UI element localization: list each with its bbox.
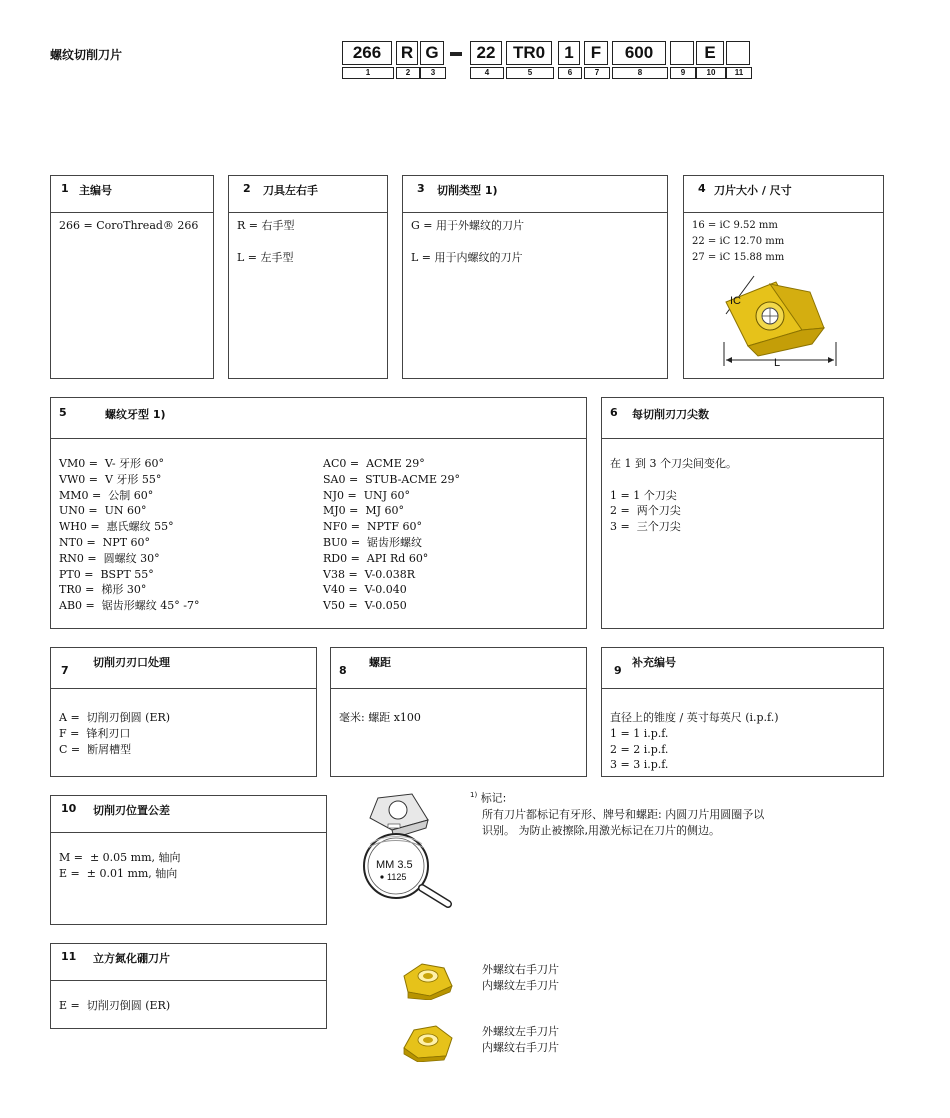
profile-item: NJ0 = UNJ 60° xyxy=(323,488,411,502)
line: M = ± 0.05 mm, 轴向 xyxy=(59,851,181,864)
code-position-number: 9 xyxy=(670,67,696,79)
section-title: 螺纹牙型 1) xyxy=(105,408,166,421)
line: 毫米: 螺距 x100 xyxy=(339,711,421,724)
section-body xyxy=(339,710,580,726)
code-position-number: 7 xyxy=(584,67,610,79)
section-title: 刀具左右手 xyxy=(263,184,318,197)
section-2-hand xyxy=(228,175,388,379)
line: L = 左手型 xyxy=(237,250,294,264)
insert-label-line: 内螺纹左手刀片 xyxy=(482,979,559,992)
section-1-main-number xyxy=(50,175,214,379)
section-number: 8 xyxy=(339,664,347,677)
profile-item: RD0 = API Rd 60° xyxy=(323,551,429,565)
insert-label-line: 外螺纹左手刀片 xyxy=(482,1025,559,1038)
insert-label-1 xyxy=(482,962,559,994)
code-position-number: 1 xyxy=(342,67,394,79)
section-body xyxy=(59,998,320,1014)
profile-item: V40 = V-0.040 xyxy=(323,583,407,597)
code-field-5: TR0 xyxy=(506,41,552,65)
section-number: 6 xyxy=(610,406,618,419)
line: R = 右手型 xyxy=(237,219,295,232)
insert-image-1 xyxy=(400,958,456,1000)
section-9-supplement xyxy=(601,647,884,777)
section-4-size xyxy=(683,175,884,379)
section-10-tolerance xyxy=(50,795,327,925)
code-position-number: 6 xyxy=(558,67,582,79)
code-position-number: 2 xyxy=(396,67,420,79)
section-title: 刀片大小 / 尺寸 xyxy=(714,184,792,197)
line: C = 断屑槽型 xyxy=(59,742,132,756)
section-number: 2 xyxy=(243,182,251,195)
section-number: 10 xyxy=(61,802,77,815)
section-3-cutting-type xyxy=(402,175,668,379)
line: 3 = 三个刀尖 xyxy=(610,520,681,534)
footnote-line: 所有刀片都标记有牙形、牌号和螺距: 内圆刀片用圆圈予以 xyxy=(482,807,765,821)
section-body xyxy=(610,710,877,773)
line: 在 1 到 3 个刀尖间变化。 xyxy=(610,457,737,470)
code-dash xyxy=(450,52,462,56)
footnote-heading: 标记: xyxy=(480,791,507,805)
line: A = 切削刃倒圆 (ER) xyxy=(59,711,171,724)
line: 1 = 1 i.p.f. xyxy=(610,726,669,740)
profile-item: UN0 = UN 60° xyxy=(59,504,147,518)
line: F = 锋利刃口 xyxy=(59,726,131,740)
section-title: 切削刃位置公差 xyxy=(93,804,170,817)
profile-list-right xyxy=(323,456,573,614)
section-body xyxy=(411,218,661,265)
magnifier-illustration xyxy=(348,788,460,910)
line xyxy=(610,472,877,488)
section-body xyxy=(59,218,207,234)
page-title: 螺纹切削刀片 xyxy=(50,48,123,62)
line: 1 = 1 个刀尖 xyxy=(610,488,677,502)
magnifier-text-1: MM 3.5 xyxy=(376,859,413,871)
section-number: 9 xyxy=(614,664,622,677)
section-body xyxy=(59,850,320,882)
line: 22 = iC 12.70 mm xyxy=(692,235,785,247)
code-position-number: 10 xyxy=(696,67,726,79)
section-8-pitch xyxy=(330,647,587,777)
line: E = 切削刃倒圆 (ER) xyxy=(59,999,171,1012)
footnote-marker: 1) xyxy=(470,791,478,799)
profile-item: MJ0 = MJ 60° xyxy=(323,504,405,518)
section-body xyxy=(692,218,877,265)
section-number: 1 xyxy=(61,182,69,195)
line: 27 = iC 15.88 mm xyxy=(692,251,785,263)
section-number: 4 xyxy=(698,182,706,195)
profile-item: VW0 = V 牙形 55° xyxy=(59,472,162,486)
profile-item: PT0 = BSPT 55° xyxy=(59,567,154,581)
line: E = ± 0.01 mm, 轴向 xyxy=(59,866,178,880)
section-number: 11 xyxy=(61,950,77,963)
section-6-tips xyxy=(601,397,884,629)
code-position-number: 11 xyxy=(726,67,752,79)
section-body xyxy=(610,456,877,535)
code-field-10: E xyxy=(696,41,724,65)
section-body xyxy=(237,218,381,265)
line: 2 = 两个刀尖 xyxy=(610,504,681,518)
line xyxy=(237,234,381,250)
line: 直径上的锥度 / 英寸每英尺 (i.p.f.) xyxy=(610,711,779,724)
insert-size-diagram xyxy=(714,274,854,374)
profile-item: TR0 = 梯形 30° xyxy=(59,583,147,597)
code-field-9 xyxy=(670,41,694,65)
profile-item: SA0 = STUB-ACME 29° xyxy=(323,472,460,486)
section-title: 切削刃刃口处理 xyxy=(93,656,170,669)
code-field-8: 600 xyxy=(612,41,666,65)
profile-item: WH0 = 惠氏螺纹 55° xyxy=(59,520,174,534)
insert-image-2 xyxy=(400,1020,456,1062)
code-field-3: G xyxy=(420,41,444,65)
footnote xyxy=(470,787,870,839)
section-title: 补充编号 xyxy=(632,656,676,669)
code-position-number: 4 xyxy=(470,67,504,79)
line: 3 = 3 i.p.f. xyxy=(610,758,669,772)
insert-label-line: 内螺纹右手刀片 xyxy=(482,1041,559,1054)
section-body xyxy=(59,710,310,757)
section-title: 螺距 xyxy=(369,656,391,669)
footnote-line: 识别。 为防止被擦除,用激光标记在刀片的侧边。 xyxy=(482,823,720,837)
code-field-6: 1 xyxy=(558,41,580,65)
insert-label-line: 外螺纹右手刀片 xyxy=(482,963,559,976)
profile-item: BU0 = 锯齿形螺纹 xyxy=(323,535,423,549)
profile-item: NT0 = NPT 60° xyxy=(59,535,151,549)
profile-item: AC0 = ACME 29° xyxy=(323,457,425,470)
line xyxy=(411,234,661,250)
section-11-cbn xyxy=(50,943,327,1029)
profile-item: V50 = V-0.050 xyxy=(323,599,407,613)
line: 16 = iC 9.52 mm xyxy=(692,220,778,231)
line: G = 用于外螺纹的刀片 xyxy=(411,219,524,232)
profile-item: MM0 = 公制 60° xyxy=(59,488,154,502)
section-title: 立方氮化硼刀片 xyxy=(93,952,170,965)
section-number: 3 xyxy=(417,182,425,195)
code-position-number: 5 xyxy=(506,67,554,79)
profile-list-left xyxy=(59,456,309,614)
code-position-number: 8 xyxy=(612,67,668,79)
profile-item: RN0 = 圆螺纹 30° xyxy=(59,551,160,565)
magnifier-text-2: 1125 xyxy=(387,872,407,882)
section-title: 每切削刃刀尖数 xyxy=(632,408,709,421)
insert-label-2 xyxy=(482,1024,559,1056)
section-title: 主编号 xyxy=(79,184,112,197)
code-field-11 xyxy=(726,41,750,65)
ic-label: IC xyxy=(730,295,741,307)
section-title: 切削类型 1) xyxy=(437,184,498,197)
section-number: 7 xyxy=(61,664,69,677)
profile-item: VM0 = V- 牙形 60° xyxy=(59,457,165,470)
profile-item: V38 = V-0.038R xyxy=(323,567,416,581)
section-7-edge-treatment xyxy=(50,647,317,777)
code-field-1: 266 xyxy=(342,41,392,65)
line: 266 = CoroThread® 266 xyxy=(59,219,199,232)
l-label: L xyxy=(774,357,781,369)
line: 2 = 2 i.p.f. xyxy=(610,742,669,756)
line: L = 用于内螺纹的刀片 xyxy=(411,250,523,264)
code-field-4: 22 xyxy=(470,41,502,65)
section-number: 5 xyxy=(59,406,67,419)
section-5-thread-profile xyxy=(50,397,587,629)
code-field-2: R xyxy=(396,41,418,65)
profile-item: NF0 = NPTF 60° xyxy=(323,520,422,534)
code-position-number: 3 xyxy=(420,67,446,79)
profile-item: AB0 = 锯齿形螺纹 45° -7° xyxy=(59,599,200,613)
code-field-7: F xyxy=(584,41,608,65)
